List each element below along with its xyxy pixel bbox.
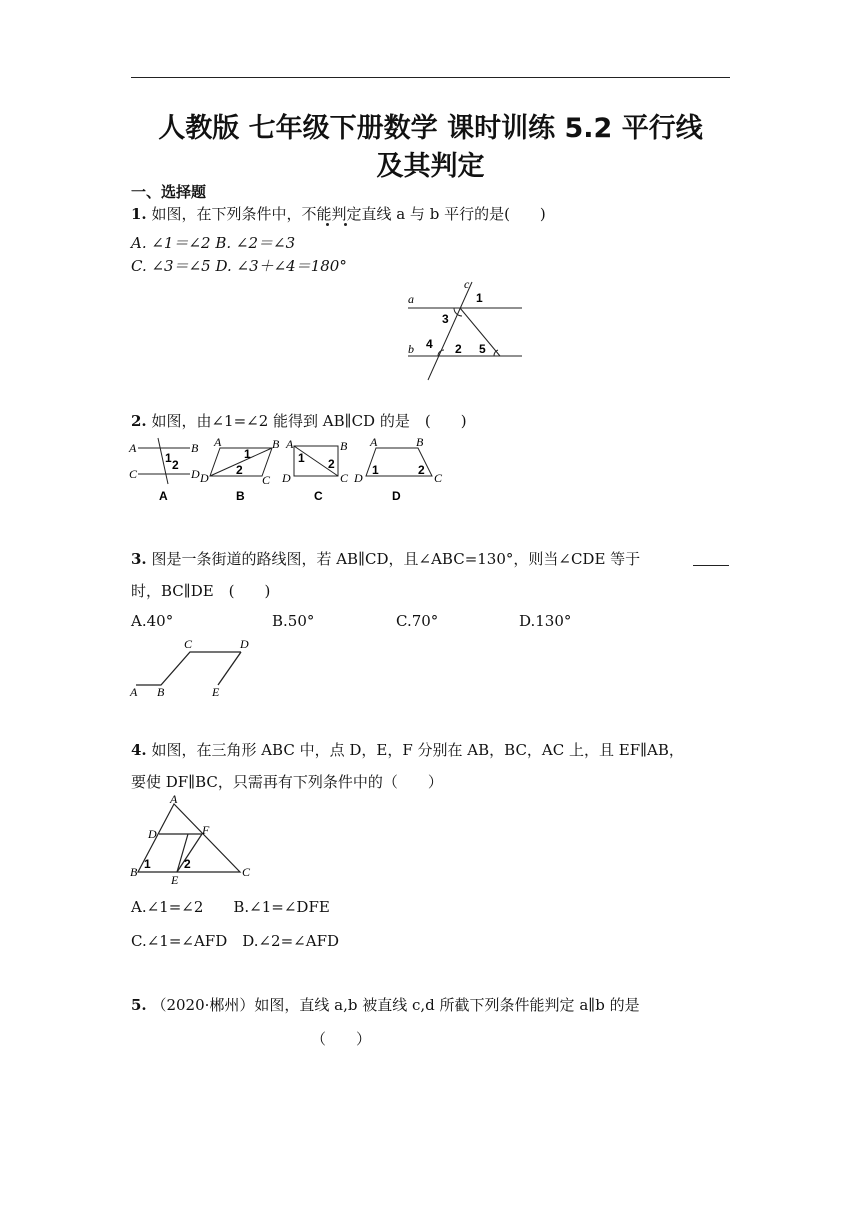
question-3-option-d: D.130°	[519, 612, 572, 630]
question-3-number: 3.	[131, 550, 147, 568]
fig2a-A: A	[129, 441, 137, 455]
fig3-E: E	[212, 685, 220, 699]
fig4-1: 1	[144, 857, 151, 871]
question-3-stem-line1	[131, 548, 640, 569]
fig1-label-3: 3	[442, 312, 449, 326]
fig2c-caption: C	[314, 489, 323, 503]
fig2a-D: D	[191, 467, 200, 481]
question-1-number: 1.	[131, 205, 147, 223]
fig2b-2: 2	[236, 463, 243, 477]
question-3-option-b: B.50°	[272, 612, 315, 630]
fig1-label-a: a	[408, 292, 414, 306]
fig2b-D: D	[200, 471, 209, 485]
question-2-figures	[128, 436, 450, 508]
fig4-2: 2	[184, 857, 191, 871]
question-5-number: 5.	[131, 996, 147, 1014]
question-4-options-row1: A.∠1=∠2 B.∠1=∠DFE	[131, 898, 330, 916]
question-1-options-row2: C. ∠3＝∠5 D. ∠3＋∠4＝180°	[131, 257, 347, 275]
fig2a-C: C	[129, 467, 138, 481]
fig1-label-1: 1	[476, 291, 483, 305]
fig3-B: B	[157, 685, 165, 699]
fig2c-B: B	[340, 439, 348, 453]
fig4-E: E	[171, 873, 179, 887]
page-title-line1: 人教版 七年级下册数学 课时训练 5.2 平行线	[158, 113, 703, 144]
fig2a-1: 1	[165, 451, 172, 465]
fig1-label-4: 4	[426, 337, 433, 351]
question-1-figure	[400, 278, 530, 383]
fig4-D: D	[148, 827, 157, 841]
fig2a-B: B	[191, 441, 199, 455]
question-3-option-a: A.40°	[131, 612, 174, 630]
question-3-text: 图是一条街道的路线图，若 AB∥CD，且∠ABC=130°，则当∠CDE 等于	[151, 550, 641, 568]
question-4-stem-line1	[131, 739, 684, 760]
question-5-answer-paren: （ ）	[311, 1030, 372, 1048]
fig2b-A: A	[214, 435, 222, 449]
question-4-stem-line2: 要使 DF∥BC，只需再有下列条件中的（ ）	[131, 773, 443, 791]
fig2c-A: A	[286, 437, 294, 451]
fig3-C: C	[184, 637, 193, 651]
fig2b-caption: B	[236, 489, 245, 503]
fig1-label-c: c	[464, 277, 470, 291]
question-3-option-c: C.70°	[396, 612, 439, 630]
fig4-F: F	[202, 823, 210, 837]
fig2c-D: D	[282, 471, 291, 485]
fig2a-caption: A	[159, 489, 168, 503]
fig4-A: A	[170, 792, 178, 806]
page-title-line2: 及其判定	[376, 151, 485, 182]
fig1-label-2: 2	[455, 342, 462, 356]
fig4-B: B	[130, 865, 138, 879]
question-4-text: 如图，在三角形 ABC 中，点 D，E，F 分别在 AB，BC，AC 上，且 EF∥AB，	[151, 741, 684, 759]
answer-blank	[693, 565, 729, 566]
fig2d-C: C	[434, 471, 443, 485]
fig2b-1: 1	[244, 447, 251, 461]
question-2-text: 如图，由∠1=∠2 能得到 AB∥CD 的是 ( )	[151, 412, 467, 430]
question-3-stem-line2: 时，BC∥DE ( )	[131, 582, 271, 600]
fig2d-1: 1	[372, 463, 379, 477]
header-rule	[131, 77, 730, 78]
fig2b-B: B	[272, 437, 280, 451]
fig1-label-5: 5	[479, 342, 486, 356]
question-4-number: 4.	[131, 741, 147, 759]
fig2c-1: 1	[298, 451, 305, 465]
question-4-figure	[128, 792, 258, 888]
question-3-figure	[128, 634, 258, 700]
fig2d-caption: D	[392, 489, 401, 503]
question-5-stem	[131, 994, 640, 1015]
question-2-stem	[131, 410, 467, 431]
emphasis-dot	[326, 223, 329, 226]
fig2b-C: C	[262, 473, 271, 487]
question-4-options-row2: C.∠1=∠AFD D.∠2=∠AFD	[131, 932, 340, 950]
fig2c-2: 2	[328, 457, 335, 471]
fig4-C: C	[242, 865, 251, 879]
emphasis-dot	[344, 223, 347, 226]
fig2c-C: C	[340, 471, 349, 485]
question-1-text: 如图，在下列条件中，不能判定直线 a 与 b 平行的是( )	[151, 205, 546, 223]
fig2d-B: B	[416, 435, 424, 449]
section-heading: 一、选择题	[131, 183, 207, 201]
fig3-A: A	[130, 685, 138, 699]
fig2d-D: D	[354, 471, 363, 485]
fig1-label-b: b	[408, 342, 414, 356]
fig2d-A: A	[370, 435, 378, 449]
question-5-text: （2020·郴州）如图，直线 a,b 被直线 c,d 所截下列条件能判定 a∥b 的是	[151, 996, 640, 1014]
fig2a-2: 2	[172, 458, 179, 472]
question-1-options-row1: A. ∠1＝∠2 B. ∠2＝∠3	[131, 234, 296, 252]
question-1-stem	[131, 203, 546, 224]
question-2-number: 2.	[131, 412, 147, 430]
fig2d-2: 2	[418, 463, 425, 477]
fig3-D: D	[240, 637, 249, 651]
